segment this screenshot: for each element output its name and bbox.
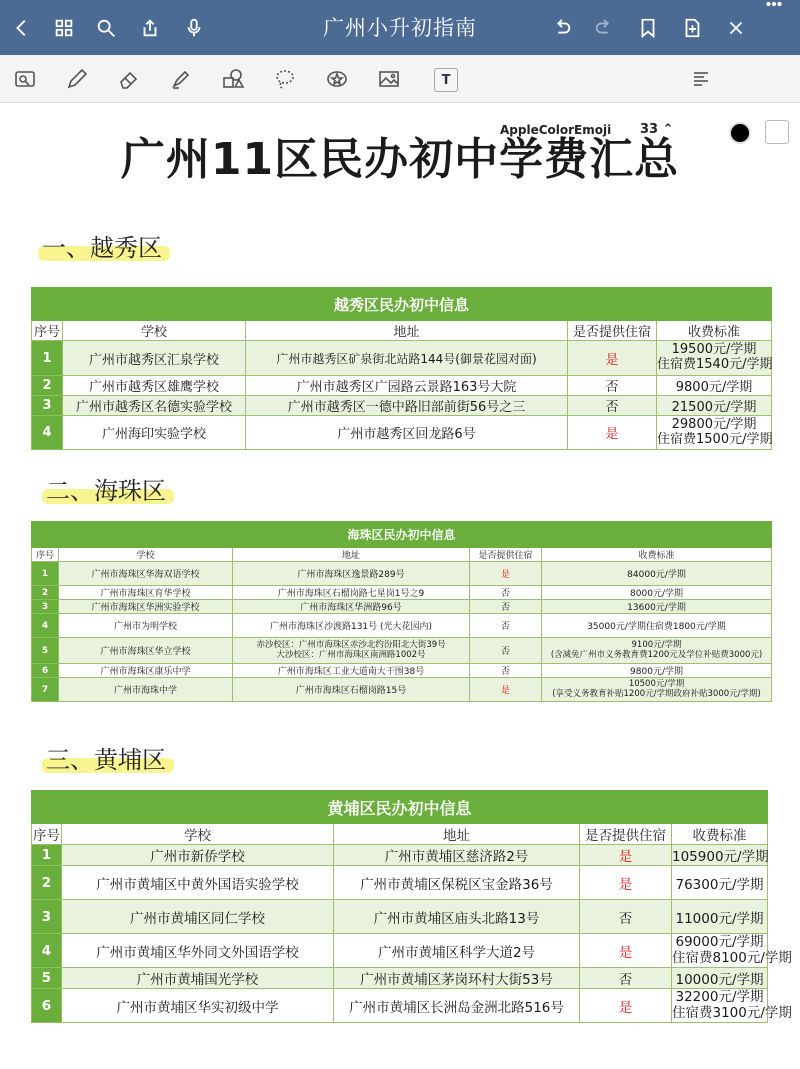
add-page-icon[interactable] (678, 14, 706, 42)
table-row (32, 416, 772, 450)
table-cell: 广州市黄埔区中黄外国语实验学校 (62, 866, 334, 900)
table-cell: 是 (470, 562, 542, 586)
table-row (32, 968, 768, 989)
table-cell: 广州市海珠区石榴岗路15号 (233, 678, 470, 702)
col-header: 收费标准 (672, 824, 768, 845)
app-bar (0, 0, 800, 55)
row-number: 1 (32, 341, 63, 376)
close-icon[interactable] (722, 14, 750, 42)
table-cell: 广州市黄埔区庙头北路13号 (334, 900, 580, 934)
cell-line: (含减免广州市义务教育费1200元及学位补贴费3000元) (550, 649, 763, 660)
table-cell: 否 (568, 376, 657, 396)
eraser-icon[interactable] (114, 64, 144, 94)
table-cell: 广州市越秀区雄鹰学校 (63, 376, 246, 396)
section-heading-huangpu: 三、黄埔区 (46, 740, 166, 775)
row-number: 5 (32, 638, 59, 664)
table-cell: 广州市海珠区工业大道南大干围38号 (233, 664, 470, 678)
table-cell: 是 (580, 989, 672, 1023)
table-cell (672, 933, 792, 968)
huangpu-table (31, 790, 792, 1023)
table-cell: 广州市越秀区名德实验学校 (63, 396, 246, 416)
more-icon[interactable] (760, 0, 788, 10)
align-icon[interactable] (686, 64, 716, 94)
table-cell: 是 (580, 845, 672, 866)
col-header: 收费标准 (542, 548, 772, 562)
table-row (32, 638, 772, 664)
table-cell: 是 (580, 866, 672, 900)
document-title: 广州11区民办初中学费汇总 (120, 134, 680, 185)
row-number: 2 (32, 376, 63, 396)
table-cell: 广州市海珠区华洲路96号 (233, 600, 470, 614)
image-icon[interactable] (374, 64, 404, 94)
annotation-toolbar (0, 55, 800, 137)
table-cell: 10000元/学期 (672, 968, 768, 989)
table-cell: 是 (568, 416, 657, 450)
cell-line: 住宿费1500元/学期 (657, 431, 773, 447)
table-cell: 否 (470, 664, 542, 678)
table-row (32, 586, 772, 600)
cell-line: 29800元/学期 (671, 416, 757, 432)
table-cell (233, 638, 470, 664)
table-cell: 广州市为明学校 (59, 614, 233, 638)
table-cell: 9800元/学期 (542, 664, 772, 678)
table-cell (657, 341, 772, 376)
sticker-icon[interactable] (322, 64, 352, 94)
col-header: 序号 (32, 548, 59, 562)
pen-icon[interactable] (62, 64, 92, 94)
row-number: 6 (32, 989, 62, 1023)
table-cell: 否 (470, 586, 542, 600)
redo-icon[interactable] (590, 14, 618, 42)
cell-line: 19500元/学期 (671, 342, 757, 358)
table-cell: 广州市海珠区华洲实验学校 (59, 600, 233, 614)
font-size-stepper[interactable]: 33 ⌃ (640, 122, 674, 137)
table-cell: 广州市海珠区沙渡路131号 (光大花园内) (233, 614, 470, 638)
cell-line: 大沙校区：广州市海珠区南洲路1002号 (276, 649, 426, 660)
table-cell: 9800元/学期 (657, 376, 772, 396)
table-cell: 广州市越秀区回龙路6号 (246, 416, 568, 450)
font-name-selector[interactable]: AppleColorEmoji (500, 123, 612, 137)
table-cell (657, 416, 772, 450)
table-row (32, 824, 768, 845)
table-row (32, 548, 772, 562)
table-cell: 是 (470, 678, 542, 702)
table-cell: 否 (470, 614, 542, 638)
text-tool-icon[interactable]: T (434, 68, 458, 92)
highlighter-icon[interactable] (166, 64, 196, 94)
col-header: 收费标准 (657, 321, 772, 341)
table-cell: 11000元/学期 (672, 900, 768, 934)
table-cell: 8000元/学期 (542, 586, 772, 600)
col-header: 学校 (63, 321, 246, 341)
table-cell (542, 638, 772, 664)
col-header: 地址 (233, 548, 470, 562)
row-number: 4 (32, 614, 59, 638)
table-row (32, 562, 772, 586)
col-header: 地址 (246, 321, 568, 341)
col-header: 序号 (32, 321, 63, 341)
table-cell: 否 (580, 900, 672, 934)
table-caption: 越秀区民办初中信息 (32, 288, 772, 321)
table-row (32, 396, 772, 416)
table-row (32, 614, 772, 638)
table-cell: 否 (568, 396, 657, 416)
table-row (32, 900, 768, 934)
table-row (32, 600, 772, 614)
row-number: 2 (32, 866, 62, 900)
table-cell: 广州市越秀区汇泉学校 (63, 341, 246, 376)
read-mode-icon[interactable] (10, 64, 40, 94)
row-number: 2 (32, 586, 59, 600)
table-cell: 广州市黄埔区保税区宝金路36号 (334, 866, 580, 900)
row-number: 3 (32, 396, 63, 416)
table-cell: 否 (470, 600, 542, 614)
table-row (32, 341, 772, 376)
table-cell: 广州市黄埔区同仁学校 (62, 900, 334, 934)
table-cell: 是 (580, 934, 672, 968)
table-cell: 广州市海珠区逸景路289号 (233, 562, 470, 586)
table-cell: 广州市黄埔区科学大道2号 (334, 934, 580, 968)
lasso-icon[interactable] (270, 64, 300, 94)
haizhu-table (31, 521, 772, 702)
table-cell: 广州市越秀区广园路云景路163号大院 (246, 376, 568, 396)
table-row (32, 376, 772, 396)
table-cell: 广州市黄埔国光学校 (62, 968, 334, 989)
row-number: 7 (32, 678, 59, 702)
row-number: 4 (32, 934, 62, 968)
table-cell: 广州市黄埔区华实初级中学 (62, 989, 334, 1023)
col-header: 是否提供住宿 (568, 321, 657, 341)
row-number: 1 (32, 845, 62, 866)
table-cell: 广州市海珠区华海双语学校 (59, 562, 233, 586)
table-cell (672, 988, 792, 1023)
table-cell: 否 (470, 638, 542, 664)
table-row (32, 989, 768, 1023)
table-cell: 广州市黄埔区华外同文外国语学校 (62, 934, 334, 968)
table-row (32, 866, 768, 900)
app-title: 广州小升初指南 (323, 16, 477, 40)
undo-icon[interactable] (548, 14, 576, 42)
row-number: 3 (32, 600, 59, 614)
table-row (32, 845, 768, 866)
table-row (32, 522, 772, 548)
table-cell: 广州市海珠中学 (59, 678, 233, 702)
shapes-icon[interactable] (218, 64, 248, 94)
table-row (32, 678, 772, 702)
cell-line: 住宿费1540元/学期 (657, 357, 773, 372)
table-cell: 21500元/学期 (657, 396, 772, 416)
table-cell (542, 678, 772, 702)
bookmark-icon[interactable] (634, 14, 662, 42)
row-number: 3 (32, 900, 62, 934)
table-row (32, 934, 768, 968)
section-heading-haizhu: 二、海珠区 (46, 471, 166, 506)
table-cell: 广州市海珠区石榴岗路七星岗1号之9 (233, 586, 470, 600)
cell-line: 住宿费8100元/学期 (672, 949, 792, 966)
row-number: 1 (32, 562, 59, 586)
cell-line: 10500元/学期 (628, 678, 685, 689)
table-cell: 广州市海珠区育华学校 (59, 586, 233, 600)
col-header: 学校 (62, 824, 334, 845)
table-cell: 广州市新侨学校 (62, 845, 334, 866)
table-cell: 广州市黄埔区茅岗环村大街53号 (334, 968, 580, 989)
table-row (32, 321, 772, 341)
cell-line: 住宿费3100元/学期 (672, 1004, 792, 1021)
table-cell: 35000元/学期住宿费1800元/学期 (542, 614, 772, 638)
row-number: 4 (32, 416, 63, 450)
table-cell: 13600元/学期 (542, 600, 772, 614)
table-cell: 84000元/学期 (542, 562, 772, 586)
col-header: 地址 (334, 824, 580, 845)
cell-line: 69000元/学期 (675, 933, 764, 950)
row-number: 5 (32, 968, 62, 989)
table-cell: 否 (580, 968, 672, 989)
table-cell: 105900元/学期 (672, 845, 768, 866)
col-header: 是否提供住宿 (470, 548, 542, 562)
yuexiu-table (31, 287, 772, 450)
table-cell: 广州市黄埔区慈济路2号 (334, 845, 580, 866)
cell-line: 赤沙校区：广州市海珠区赤沙北约汾阳北大街39号 (256, 639, 446, 650)
table-cell: 广州市海珠区华立学校 (59, 638, 233, 664)
table-row (32, 288, 772, 321)
table-cell: 广州市越秀区一德中路旧部前街56号之三 (246, 396, 568, 416)
row-number: 6 (32, 664, 59, 678)
col-header: 序号 (32, 824, 62, 845)
table-caption: 黄埔区民办初中信息 (32, 791, 768, 824)
col-header: 学校 (59, 548, 233, 562)
table-cell: 广州市海珠区康乐中学 (59, 664, 233, 678)
table-cell: 广州海印实验学校 (63, 416, 246, 450)
cell-line: (享受义务教育补贴1200元/学期政府补贴3000元/学期) (552, 688, 761, 699)
table-cell: 广州市越秀区矿泉街北站路144号(御景花园对面) (246, 341, 568, 376)
table-cell: 是 (568, 341, 657, 376)
table-row (32, 791, 768, 824)
table-cell: 76300元/学期 (672, 866, 768, 900)
table-caption: 海珠区民办初中信息 (32, 522, 772, 548)
cell-line: 32200元/学期 (675, 988, 764, 1005)
cell-line: 9100元/学期 (631, 639, 682, 650)
section-heading-yuexiu: 一、越秀区 (42, 228, 162, 263)
col-header: 是否提供住宿 (580, 824, 672, 845)
table-row (32, 664, 772, 678)
table-cell: 广州市黄埔区长洲岛金洲北路516号 (334, 989, 580, 1023)
